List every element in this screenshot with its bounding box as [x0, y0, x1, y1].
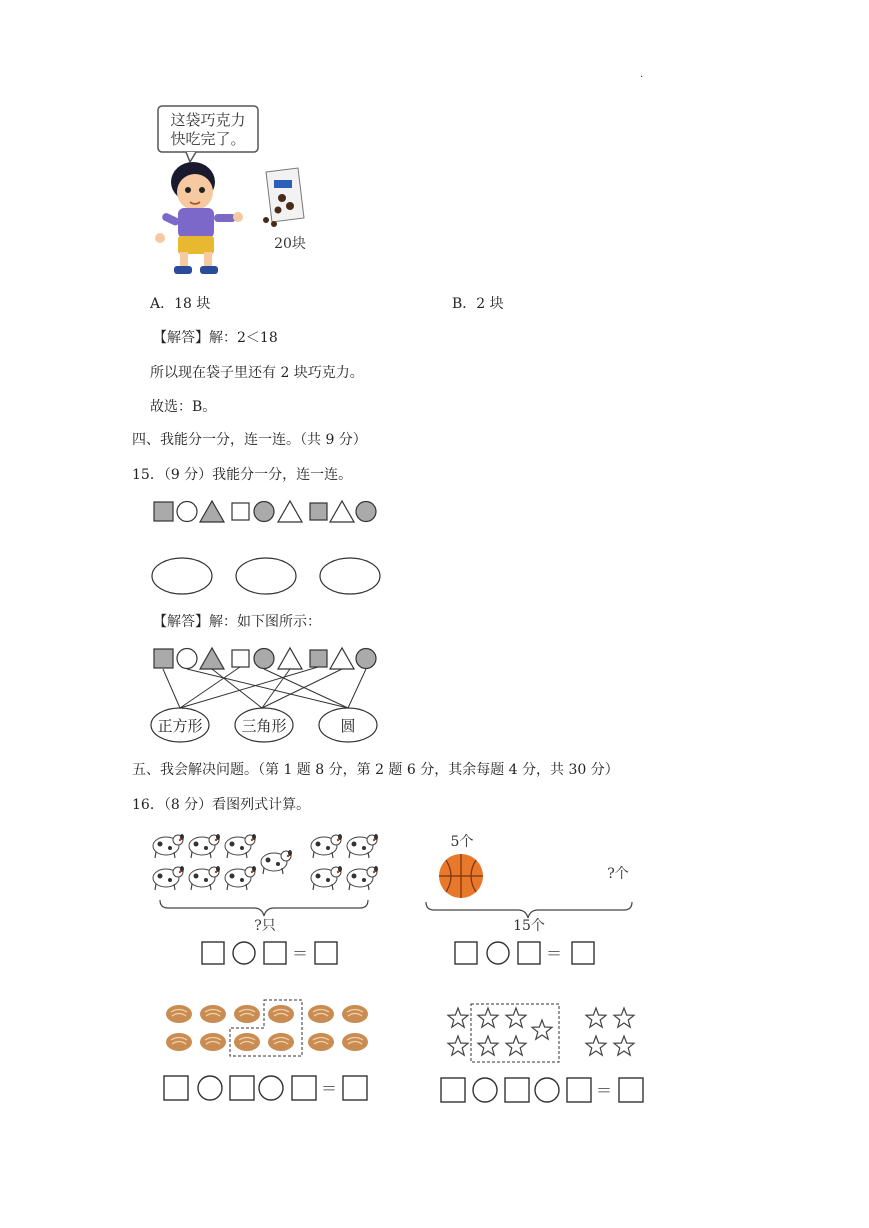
dog-icon: [189, 834, 220, 858]
dog-icon: [189, 866, 220, 890]
answer-box: [264, 942, 286, 964]
option-b: B．2 块: [452, 296, 504, 312]
empty-oval: [236, 558, 296, 594]
star-icon: [478, 1008, 498, 1027]
white-triangle-shape: [330, 501, 354, 522]
ball-total-label: 15个: [513, 918, 545, 934]
q14-answer-line-3: 故选：B。: [150, 399, 217, 415]
star-icon: [448, 1008, 468, 1027]
answer-box: [455, 942, 477, 964]
bread-icon: [308, 1005, 334, 1023]
page-mark: .: [640, 69, 644, 80]
bread-icon: [200, 1005, 226, 1023]
operator-circle: [259, 1076, 283, 1100]
dog-icon: [261, 850, 292, 874]
gray-circle-shape: [254, 649, 274, 669]
bread-icon: [268, 1033, 294, 1051]
white-triangle-shape: [330, 648, 354, 669]
answer-box: [315, 942, 337, 964]
speech-line-1: 这袋巧克力: [170, 111, 246, 129]
dog-icon: [225, 834, 256, 858]
star-icon: [506, 1036, 526, 1055]
star-icon: [532, 1020, 552, 1039]
star-icon: [614, 1008, 634, 1027]
brace: [160, 900, 368, 916]
chocolate-bag-icon: [263, 168, 304, 227]
bread-icon: [234, 1033, 260, 1051]
q15-answer-intro: 【解答】解：如下图所示：: [153, 614, 321, 630]
q15-shapes-figure: [150, 498, 385, 598]
q14-answer-line-2: 所以现在袋子里还有 2 块巧克力。: [150, 365, 364, 381]
boy-figure: [155, 162, 243, 274]
brace: [426, 902, 632, 918]
section-5-heading: 五、我会解决问题。（第 1 题 8 分，第 2 题 6 分，其余每题 4 分，共 30 分）: [132, 762, 619, 778]
star-icon: [448, 1036, 468, 1055]
bread-icon: [342, 1033, 368, 1051]
answer-box: [164, 1076, 188, 1100]
gray-triangle-shape: [200, 648, 224, 669]
empty-oval: [152, 558, 212, 594]
answer-box: [572, 942, 594, 964]
equals-sign: ＝: [320, 1079, 338, 1098]
q15-title: 15．（9 分）我能分一分，连一连。: [132, 467, 353, 483]
operator-circle: [473, 1078, 497, 1102]
answer-box: [441, 1078, 465, 1102]
gray-circle-shape: [254, 502, 274, 522]
option-a: A．18 块: [150, 296, 211, 312]
dog-icon: [153, 834, 184, 858]
operator-circle: [487, 942, 509, 964]
answer-box: [292, 1076, 316, 1100]
answer-box: [230, 1076, 254, 1100]
bread-icon: [308, 1033, 334, 1051]
gray-circle-shape: [356, 649, 376, 669]
bread-icon: [166, 1033, 192, 1051]
bread-icon: [166, 1005, 192, 1023]
dog-icon: [347, 834, 378, 858]
white-square-shape: [232, 503, 249, 520]
dog-icon: [347, 866, 378, 890]
bread-icon: [200, 1033, 226, 1051]
speech-line-2: 快吃完了。: [170, 130, 246, 148]
q15-answer-diagram: [150, 645, 385, 745]
dog-icon: [225, 866, 256, 890]
ball-count-label: 5个: [450, 834, 474, 850]
label-square: 正方形: [157, 717, 203, 735]
q14-answer-line-1: 【解答】解：2＜18: [153, 330, 278, 346]
operator-circle: [233, 942, 255, 964]
gray-square-shape: [310, 650, 327, 667]
dog-icon: [153, 866, 184, 890]
balls-problem-figure: [422, 826, 642, 971]
stars-problem-figure: [436, 996, 651, 1108]
label-circle: 圆: [340, 717, 356, 735]
star-icon: [614, 1036, 634, 1055]
white-triangle-shape: [278, 501, 302, 522]
gray-square-shape: [310, 503, 327, 520]
white-circle-shape: [177, 502, 197, 522]
answer-box: [619, 1078, 643, 1102]
basketball-icon: [439, 854, 483, 898]
equals-sign: ＝: [545, 944, 563, 963]
white-triangle-shape: [278, 648, 302, 669]
dog-icon: [311, 866, 342, 890]
bread-problem-figure: [150, 996, 390, 1108]
gray-square-shape: [154, 502, 173, 521]
empty-oval: [320, 558, 380, 594]
answer-box: [567, 1078, 591, 1102]
equals-sign: ＝: [291, 944, 309, 963]
dogs-problem-figure: [148, 826, 388, 971]
operator-circle: [535, 1078, 559, 1102]
q16-title: 16．（8 分）看图列式计算。: [132, 797, 311, 813]
white-circle-shape: [177, 649, 197, 669]
operator-circle: [198, 1076, 222, 1100]
section-4-heading: 四、我能分一分，连一连。（共 9 分）: [132, 432, 367, 448]
answer-box: [343, 1076, 367, 1100]
dogs-question-label: ?只: [254, 918, 276, 934]
unknown-count-label: ?个: [607, 866, 629, 882]
star-icon: [586, 1008, 606, 1027]
connecting-lines: [163, 667, 366, 708]
equals-sign: ＝: [595, 1081, 613, 1100]
gray-triangle-shape: [200, 501, 224, 522]
gray-square-shape: [154, 649, 173, 668]
label-triangle: 三角形: [241, 717, 287, 735]
answer-box: [505, 1078, 529, 1102]
answer-box: [202, 942, 224, 964]
dog-icon: [311, 834, 342, 858]
bread-icon: [234, 1005, 260, 1023]
star-icon: [586, 1036, 606, 1055]
star-icon: [506, 1008, 526, 1027]
bread-icon: [268, 1005, 294, 1023]
star-icon: [478, 1036, 498, 1055]
answer-box: [518, 942, 540, 964]
gray-circle-shape: [356, 502, 376, 522]
bread-icon: [342, 1005, 368, 1023]
boy-chocolate-illustration: [148, 102, 328, 287]
bag-label: 20块: [274, 236, 306, 252]
white-square-shape: [232, 650, 249, 667]
